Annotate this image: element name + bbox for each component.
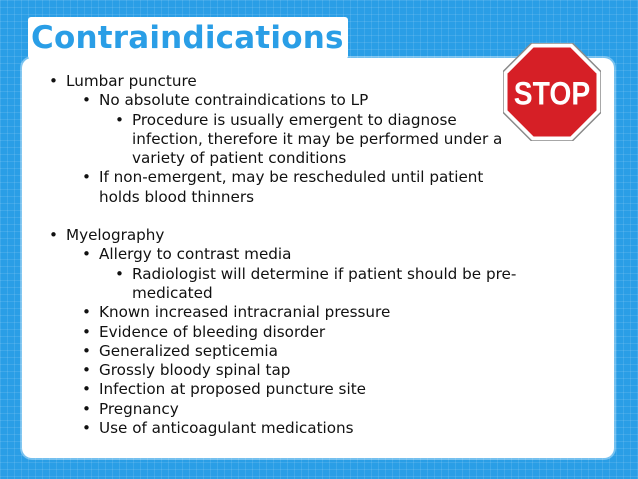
stop-sign-icon (503, 43, 601, 141)
bullet-myelography: • Myelography (66, 226, 586, 245)
bullet-myelography-item: • Pregnancy (99, 400, 586, 419)
bullet-allergy-contrast: • Allergy to contrast media (99, 245, 586, 264)
bullet-lumbar-puncture: • Lumbar puncture (66, 72, 586, 91)
bullet-line: medicated (132, 283, 213, 302)
spacer (66, 207, 586, 226)
bullet-myelography-item: • Infection at proposed puncture site (99, 380, 586, 399)
bullet-line: • Procedure is usually emergent to diagnose (132, 110, 457, 129)
bullet-line: • If non-emergent, may be rescheduled until patient (99, 168, 484, 187)
bullet-myelography-item: • Generalized septicemia (99, 342, 586, 361)
bullet-line: holds blood thinners (99, 187, 254, 206)
bullet-no-absolute-contraindications: • No absolute contraindications to LP (99, 91, 586, 110)
bullet-line: infection, therefore it may be performed under a (132, 129, 503, 148)
stop-sign-text: STOP (513, 75, 591, 112)
bullet-radiologist-premedicate (132, 265, 586, 304)
bullet-myelography-item: • Use of anticoagulant medications (99, 419, 586, 438)
bullet-line: • Radiologist will determine if patient should be pre- (132, 264, 517, 283)
page-title: Contraindications (28, 17, 348, 59)
bullet-myelography-item: • Evidence of bleeding disorder (99, 323, 586, 342)
bullet-myelography-item: • Grossly bloody spinal tap (99, 361, 586, 380)
bullet-non-emergent (99, 168, 586, 207)
bullet-line: variety of patient conditions (132, 149, 347, 168)
bullet-myelography-item: • Known increased intracranial pressure (99, 303, 586, 322)
